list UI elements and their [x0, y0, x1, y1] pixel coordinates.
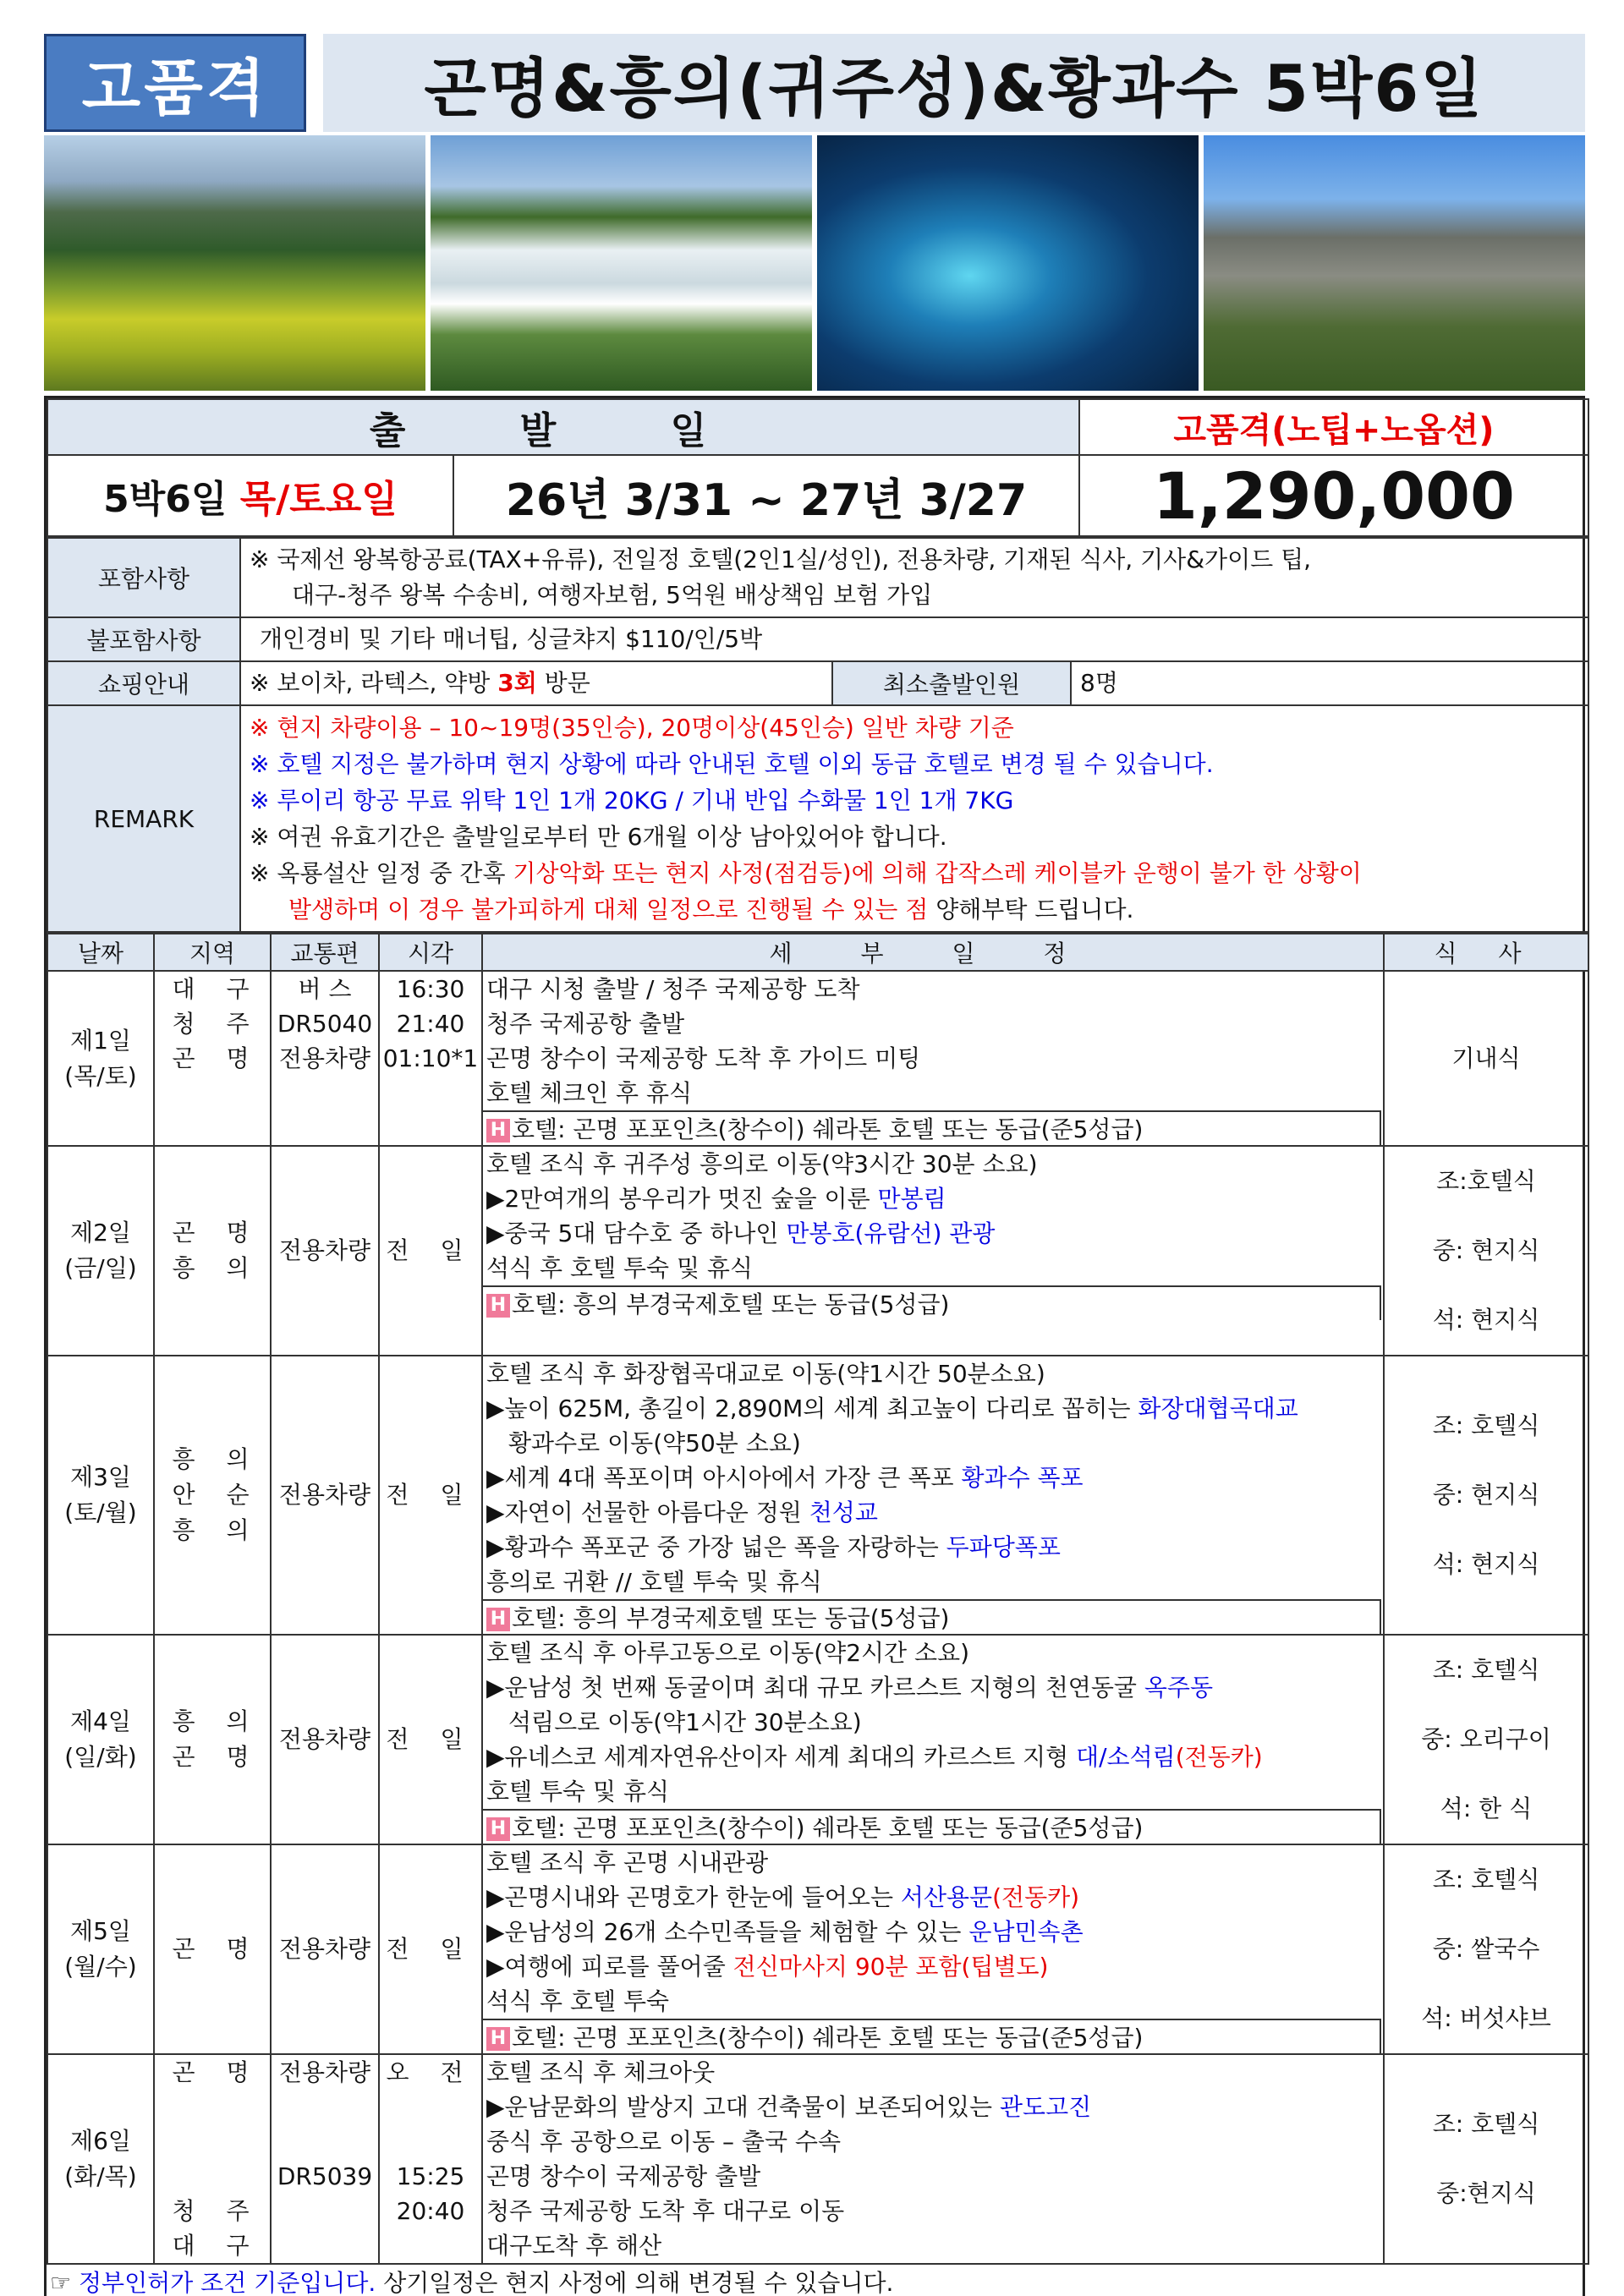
trip-length: [47, 455, 453, 536]
col-day: 날짜: [47, 934, 154, 971]
detail-line: ▶여행에 피로를 풀어줄 전신마사지 90분 포함(팁별도): [486, 1953, 1049, 1981]
price: 1,290,000: [1079, 455, 1588, 536]
detail-line: 호텔 조식 후 귀주성 흥의로 이동(약3시간 30분 소요): [486, 1150, 1038, 1178]
detail-line: 석림으로 이동(약1시간 30분소요): [508, 1708, 862, 1736]
highlight: 옥주동: [1144, 1674, 1213, 1701]
highlight: 황과수 폭포: [961, 1464, 1084, 1492]
hotel-icon: H: [486, 1294, 510, 1318]
day-2-dow: (금/일): [64, 1254, 137, 1282]
day-1-cell: [47, 971, 154, 1146]
highlight: 만봉림: [877, 1185, 946, 1213]
detail-line: ▶유네스코 세계자연유산이자 세계 최대의 카르스트 지형 대/소석림(전동카): [486, 1743, 1263, 1771]
col-time: 시각: [379, 934, 482, 971]
day-6-times: [379, 2054, 482, 2264]
detail-line: 호텔 조식 후 체크아웃: [486, 2058, 716, 2086]
schedule-table: [47, 933, 1589, 2265]
col-meal: 식 사: [1384, 934, 1588, 971]
highlight: 서산용문: [900, 1883, 993, 1911]
remark-6a: 발생하며 이 경우 불가피하게 대체 일정으로 진행될 수 있는 점: [288, 896, 929, 923]
area: 곤 명: [172, 2058, 261, 2086]
time: 16:30: [396, 975, 465, 1003]
detail-line: ▶운남성의 26개 소수민족들을 체험할 수 있는 운남민속촌: [486, 1918, 1084, 1946]
day-2-detail: [482, 1146, 1384, 1356]
day-5-detail: [482, 1844, 1384, 2054]
area: 대 구: [172, 975, 261, 1003]
footer-rest: 상기일정은 현지 사정에 의해 변경될 수 있습니다.: [376, 2269, 894, 2296]
time: 21:40: [396, 1010, 465, 1038]
highlight-red: 전신마사지 90분 포함(팁별도): [732, 1953, 1049, 1981]
detail-line: ▶운남문화의 발상지 고대 건축물이 보존되어있는 관도고진: [486, 2093, 1092, 2121]
footer-blue: 정부인허가 조건 기준입니다.: [71, 2269, 376, 2296]
area: 흥 의: [172, 1445, 261, 1473]
area: 안 순: [172, 1481, 261, 1509]
shopping-label: 쇼핑안내: [47, 661, 240, 705]
transport: 버 스: [298, 975, 352, 1003]
meal: 중: 쌀국수: [1432, 1935, 1540, 1963]
shopping-post: 방문: [536, 669, 590, 697]
detail-line: 대구도착 후 해산: [486, 2232, 662, 2260]
grade-note: 고품격(노팁+노옵션): [1079, 399, 1588, 455]
day-5-time: 전 일: [379, 1844, 482, 2054]
day-5-meals: [1384, 1844, 1588, 2054]
detail-line: 석식 후 호텔 투숙: [486, 1987, 670, 2015]
departure-label: 출 발 일: [47, 399, 1079, 455]
transport: 전용차량: [278, 1044, 371, 1072]
highlight: 두파당폭포: [946, 1533, 1061, 1561]
highlight: 대/소석림: [1076, 1743, 1176, 1771]
meal: 중:현지식: [1436, 2179, 1536, 2207]
hotel-text: 호텔: 곤명 포포인츠(창수이) 쉐라톤 호텔 또는 동급(준5성급): [512, 2024, 1144, 2052]
detail-line: 호텔 투숙 및 휴식: [486, 1778, 670, 1806]
day-1-meal: 기내식: [1384, 971, 1588, 1146]
meal: 중: 현지식: [1432, 1481, 1540, 1509]
included-content: [240, 538, 1588, 617]
area: 흥 의: [172, 1707, 261, 1735]
detail-line: 호텔 조식 후 화장협곡대교로 이동(약1시간 50분소요): [486, 1360, 1045, 1388]
detail-line: ▶운남성 첫 번째 동굴이며 최대 규모 카르스트 지형의 천연동굴 옥주동: [486, 1674, 1213, 1701]
detail-line: 곤명 창수이 국제공항 도착 후 가이드 미팅: [486, 1044, 921, 1072]
area: 곤 명: [172, 1743, 261, 1771]
area: 청 주: [172, 2197, 261, 2225]
detail-line: ▶곤명시내와 곤명호가 한눈에 들어오는 서산용문(전동카): [486, 1883, 1080, 1911]
meal: 중: 오리구이: [1421, 1725, 1551, 1753]
trip-nights: 5박6일: [103, 478, 228, 521]
stone-forest-photo: [1204, 135, 1585, 391]
remark-line-2: ※ 호텔 지정은 불가하며 현지 상황에 따라 안내된 호텔 이외 동급 호텔로 변경 될 수 있습니다.: [250, 750, 1214, 778]
hotel-icon: H: [486, 1119, 510, 1143]
highlight: 운남민속촌: [968, 1918, 1084, 1946]
detail-line: 석식 후 호텔 투숙 및 휴식: [486, 1254, 753, 1282]
day-2-time: 전 일: [379, 1146, 482, 1356]
day-5-label: 제5일: [70, 1917, 131, 1945]
day-3-label: 제3일: [70, 1463, 131, 1491]
day-4-cell: [47, 1635, 154, 1844]
grade-label: 고품격: [81, 52, 269, 123]
detail-line: ▶중국 5대 담수호 중 하나인 만봉호(유람선) 관광: [486, 1219, 996, 1247]
day-6-transport: [271, 2054, 379, 2264]
day-6-detail: [482, 2054, 1384, 2264]
hotel-icon: H: [486, 2027, 510, 2051]
col-detail: 세 부 일 정: [482, 934, 1384, 971]
day-4-transport: 전용차량: [271, 1635, 379, 1844]
page-header: [44, 34, 1585, 132]
area: 흥 의: [172, 1516, 261, 1544]
min-participants-value: 8명: [1071, 661, 1588, 705]
day-6-areas: [154, 2054, 271, 2264]
detail-line: ▶높이 625M, 총길이 2,890M의 세계 최고높이 다리로 꼽히는 화장대협곡대교: [486, 1395, 1298, 1422]
excluded-label: 불포함사항: [47, 617, 240, 661]
page-title: 곤명&흥의(귀주성)&황과수 5박6일: [424, 50, 1484, 126]
meal: 조: 호텔식: [1432, 1411, 1540, 1439]
grade-badge: [44, 34, 306, 132]
day-1-areas: [154, 971, 271, 1146]
day-1-label: 제1일: [70, 1026, 131, 1055]
hotel-line: [483, 1809, 1381, 1844]
hotel-line: [483, 1110, 1381, 1145]
remark-line-3: ※ 루이리 항공 무료 위탁 1인 1개 20KG / 기내 반입 수화물 1인 1개 7KG: [250, 786, 1014, 814]
highlight: 만봉호(유람선) 관광: [786, 1219, 996, 1247]
day-6-cell: [47, 2054, 154, 2264]
day-6-dow: (화/목): [64, 2162, 137, 2190]
detail-line: 호텔 조식 후 아루고동으로 이동(약2시간 소요): [486, 1639, 970, 1667]
highlight-red: (전동카): [1175, 1743, 1263, 1771]
meal: 조: 호텔식: [1432, 1866, 1540, 1893]
detail-line: ▶자연이 선물한 아름다운 정원 천성교: [486, 1499, 878, 1526]
remark-line-6: [250, 891, 1579, 928]
meal: 중: 현지식: [1432, 1236, 1540, 1264]
detail-line: 황과수로 이동(약50분 소요): [508, 1429, 801, 1457]
day-3-cell: [47, 1356, 154, 1635]
remark-line-5: [250, 855, 1579, 891]
detail-line: ▶세계 4대 폭포이며 아시아에서 가장 큰 폭포 황과수 폭포: [486, 1464, 1084, 1492]
day-4-dow: (일/화): [64, 1743, 137, 1771]
day-3-meals: [1384, 1356, 1588, 1635]
meal: 석: 한 식: [1440, 1795, 1533, 1822]
day-3-time: 전 일: [379, 1356, 482, 1635]
info-table: [47, 537, 1589, 933]
departure-table: [47, 398, 1589, 537]
hotel-text: 호텔: 흥의 부경국제호텔 또는 동급(5성급): [512, 1290, 950, 1318]
detail-line: 호텔 조식 후 곤명 시내관광: [486, 1849, 769, 1877]
included-line-2: 대구-청주 왕복 수송비, 여행자보험, 5억원 배상책임 보험 가입: [292, 581, 933, 609]
highlight-red: (전동카): [992, 1883, 1080, 1911]
transport: DR5039: [277, 2162, 373, 2190]
day-6-label: 제6일: [70, 2127, 131, 2155]
remark-line-1: ※ 현지 차량이용 – 10~19명(35인승), 20명이상(45인승) 일반 차량 기준: [250, 714, 1014, 742]
day-4-label: 제4일: [70, 1707, 131, 1735]
day-4-meals: [1384, 1635, 1588, 1844]
detail-line: 청주 국제공항 출발: [486, 1010, 685, 1038]
area: 대 구: [172, 2232, 261, 2260]
min-participants-label: 최소출발인원: [832, 661, 1071, 705]
meal: 석: 현지식: [1432, 1306, 1540, 1334]
meal: 석: 버섯샤브: [1421, 2004, 1551, 2032]
hotel-line: [483, 2019, 1381, 2053]
karst-mountains-photo: [44, 135, 425, 391]
remark-5a: ※ 옥룡설산 일정 중 간혹: [250, 859, 513, 887]
departure-days: 목/토요일: [239, 478, 398, 521]
meal: 석: 현지식: [1432, 1550, 1540, 1578]
day-2-label: 제2일: [70, 1219, 131, 1247]
title-banner: [323, 34, 1585, 132]
day-row-1: [47, 971, 1588, 1146]
hotel-text: 호텔: 곤명 포포인츠(창수이) 쉐라톤 호텔 또는 동급(준5성급): [512, 1814, 1144, 1842]
day-1-dow: (목/토): [64, 1061, 137, 1090]
photo-strip: [44, 135, 1585, 391]
area: 흥 의: [172, 1254, 261, 1282]
itinerary-sheet: [44, 396, 1585, 2296]
transport: 전용차량: [278, 2058, 371, 2086]
shopping-content: [240, 661, 832, 705]
detail-line: ▶황과수 폭포군 중 가장 넓은 폭을 자랑하는 두파당폭포: [486, 1533, 1061, 1561]
detail-line: 곤명 창수이 국제공항 출발: [486, 2162, 761, 2190]
day-row-6: [47, 2054, 1588, 2264]
cave-photo: [817, 135, 1199, 391]
detail-line: ▶2만여개의 봉우리가 멋진 숲을 이룬 만봉림: [486, 1185, 946, 1213]
day-2-areas: [154, 1146, 271, 1356]
day-2-meals: [1384, 1146, 1588, 1356]
day-2-cell: [47, 1146, 154, 1356]
hotel-line: [483, 1285, 1381, 1320]
hotel-text: 호텔: 흥의 부경국제호텔 또는 동급(5성급): [512, 1604, 950, 1632]
day-3-detail: [482, 1356, 1384, 1635]
day-3-areas: [154, 1356, 271, 1635]
excluded-content: 개인경비 및 기타 매너팁, 싱글챠지 $110/인/5박: [240, 617, 1588, 661]
col-area: 지역: [154, 934, 271, 971]
day-row-4: [47, 1635, 1588, 1844]
day-2-transport: 전용차량: [271, 1146, 379, 1356]
day-5-transport: 전용차량: [271, 1844, 379, 2054]
day-5-area: 곤 명: [154, 1844, 271, 2054]
highlight: 화장대협곡대교: [1138, 1395, 1298, 1422]
day-4-detail: [482, 1635, 1384, 1844]
hotel-text: 호텔: 곤명 포포인츠(창수이) 쉐라톤 호텔 또는 동급(준5성급): [512, 1115, 1144, 1143]
footer-note: [47, 2265, 1583, 2296]
day-1-transport: [271, 971, 379, 1146]
area: 곤 명: [172, 1044, 261, 1072]
day-6-meals: [1384, 2054, 1588, 2264]
time: 01:10*1: [382, 1044, 479, 1072]
included-label: 포함사항: [47, 538, 240, 617]
day-row-2: [47, 1146, 1588, 1356]
transport: DR5040: [277, 1010, 373, 1038]
remark-label: REMARK: [47, 705, 240, 932]
day-row-3: [47, 1356, 1588, 1635]
day-4-time: 전 일: [379, 1635, 482, 1844]
day-1-times: [379, 971, 482, 1146]
detail-line: 흥의로 귀환 // 호텔 투숙 및 휴식: [486, 1568, 822, 1596]
detail-line: 청주 국제공항 도착 후 대구로 이동: [486, 2197, 845, 2225]
meal: 조:호텔식: [1436, 1167, 1536, 1195]
waterfall-photo: [431, 135, 812, 391]
day-3-dow: (토/월): [64, 1499, 137, 1526]
detail-line: 중식 후 공항으로 이동 – 출국 수속: [486, 2128, 842, 2156]
pointing-hand-icon: ☞: [50, 2269, 72, 2296]
area: 청 주: [172, 1010, 261, 1038]
highlight: 관도고진: [1000, 2093, 1092, 2121]
day-5-dow: (월/수): [64, 1953, 137, 1981]
hotel-icon: H: [486, 1608, 510, 1631]
time: 20:40: [396, 2197, 465, 2225]
hotel-icon: H: [486, 1817, 510, 1841]
date-range: 26년 3/31 ~ 27년 3/27: [453, 455, 1079, 536]
included-line-1: ※ 국제선 왕복항공료(TAX+유류), 전일정 호텔(2인1실/성인), 전용차량, 기재된 식사, 기사&가이드 팁,: [250, 545, 1312, 573]
hotel-line: [483, 1599, 1381, 1634]
remark-line-4: ※ 여권 유효기간은 출발일로부터 만 6개월 이상 남아있어야 합니다.: [250, 823, 947, 851]
remark-content: [240, 705, 1588, 932]
detail-line: 대구 시청 출발 / 청주 국제공항 도착: [486, 975, 860, 1003]
col-transport: 교통편: [271, 934, 379, 971]
meal: 조: 호텔식: [1432, 1656, 1540, 1684]
area: 곤 명: [172, 1219, 261, 1247]
day-1-detail: [482, 971, 1384, 1146]
day-5-cell: [47, 1844, 154, 2054]
remark-5b: 기상악화 또는 현지 사정(점검등)에 의해 갑작스레 케이블카 운행이 불가 한 상황이: [513, 859, 1362, 887]
shopping-count: 3회: [497, 669, 537, 697]
highlight: 천성교: [809, 1499, 878, 1526]
meal: 조: 호텔식: [1432, 2110, 1540, 2138]
day-3-transport: 전용차량: [271, 1356, 379, 1635]
day-4-areas: [154, 1635, 271, 1844]
time: 오 전: [386, 2058, 475, 2086]
shopping-pre: ※ 보이차, 라텍스, 약방: [250, 669, 498, 697]
day-row-5: [47, 1844, 1588, 2054]
time: 15:25: [396, 2162, 465, 2190]
remark-6b: 양해부탁 드립니다.: [928, 896, 1134, 923]
detail-line: 호텔 체크인 후 휴식: [486, 1079, 693, 1107]
